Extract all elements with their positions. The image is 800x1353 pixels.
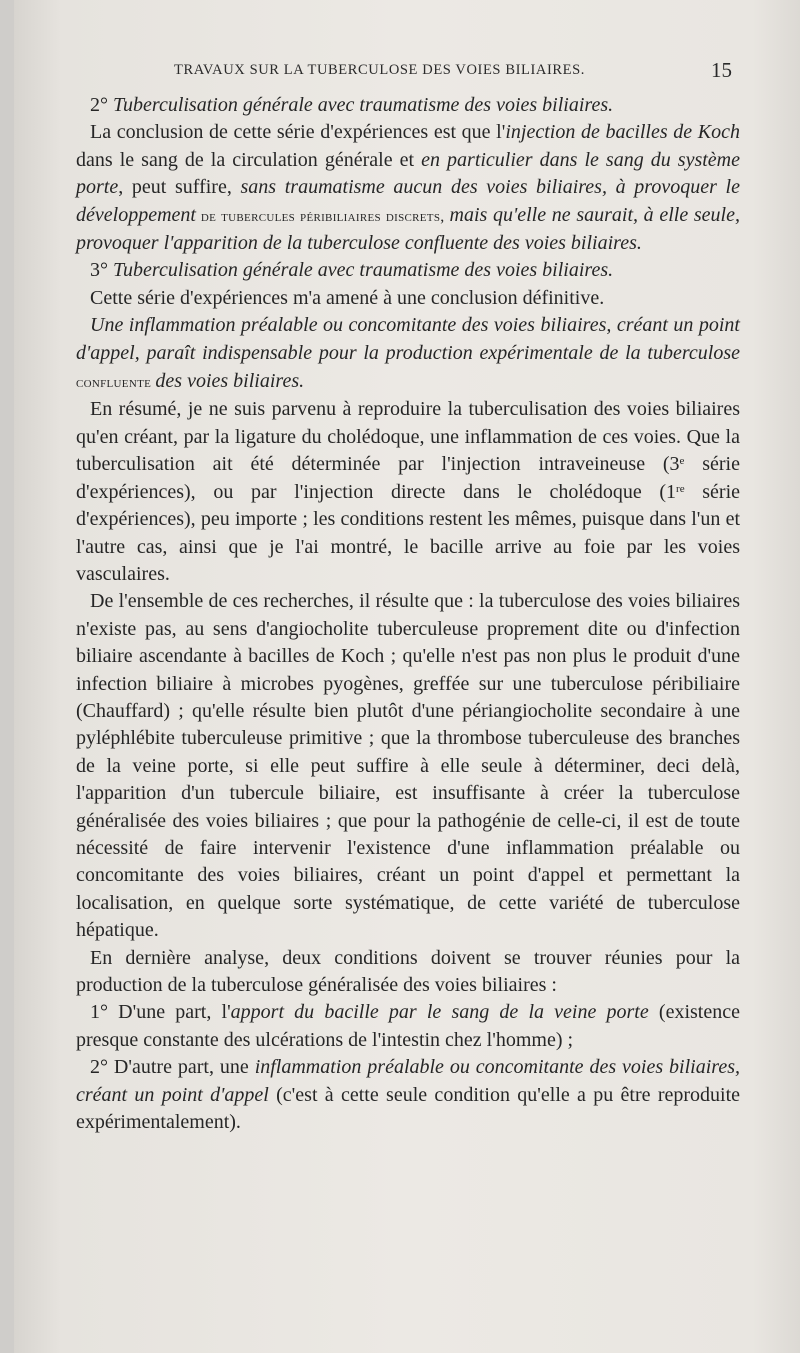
smallcaps-run: de tubercules péribiliaires discrets, (195, 207, 450, 225)
paragraph-heading-2 (76, 92, 740, 119)
italic-run: sans traumatisme aucun des voies biliaires, à provoquer le développement (76, 176, 740, 226)
superscript: e (679, 455, 685, 468)
italic-run: apport du bacille par le sang de la veine porte (230, 1001, 649, 1024)
text-run: La conclusion de cette série d'expériences est que l' (90, 121, 506, 144)
paragraph-analyse: En dernière analyse, deux conditions doivent se trouver réunies pour la production de la tuberculose généralisée des voies biliaires : (76, 946, 740, 996)
text-run: En résumé, je ne suis parvenu à reproduire la tuberculisation des voies biliaires qu'en créant, par la ligature du cholédoque, une inflammation de ces voies. Que la tuberculisation ait été déterminée par l'injection intraveineuse (3 (76, 398, 740, 476)
paragraph-condition-1 (76, 999, 740, 1054)
paragraph-condition-2 (76, 1054, 740, 1136)
italic-run: en particulier dans le sang du système porte (76, 148, 740, 199)
heading-title: Tuberculisation générale avec traumatisme des voies biliaires. (113, 94, 614, 116)
page-header (14, 58, 800, 86)
paragraph-resume (76, 396, 740, 588)
italic-run: des voies biliaires. (155, 370, 305, 393)
text-run: 1° D'une part, l' (90, 1001, 231, 1024)
superscript: re (676, 482, 685, 495)
text-run: (existence presque constante des ulcérations de l'intestin chez l'homme) ; (76, 1001, 740, 1051)
running-title: TRAVAUX SUR LA TUBERCULOSE DES VOIES BILIAIRES. (174, 62, 586, 78)
text-run: , peut suffire, (118, 176, 241, 199)
text-run: (c'est à cette seule condition qu'elle a pu être reproduite expérimentalement). (76, 1083, 741, 1134)
page-number: 15 (711, 58, 732, 82)
heading-number: 3° (90, 259, 113, 282)
body-text (76, 92, 740, 1136)
paragraph-heading-3 (76, 257, 740, 284)
text-run: 2° D'autre part, une (90, 1056, 255, 1079)
paragraph-conclusion-2 (76, 119, 740, 257)
paragraph-series-3: Cette série d'expériences m'a amené à une conclusion définitive. (90, 286, 605, 309)
heading-number: 2° (90, 94, 113, 116)
text-run: série d'expériences), ou par l'injection directe dans le cholédoque (1 (76, 453, 740, 503)
text-run: série d'expériences), peu importe ; les conditions restent les mêmes, puisque dans l'un et l'autre cas, ainsi que je l'ai montré, le bacille arrive au foie par les voies vasculaires. (76, 480, 741, 585)
book-page (14, 0, 800, 1353)
smallcaps-run: confluente (76, 374, 156, 392)
paragraph-ensemble: De l'ensemble de ces recherches, il résulte que : la tuberculose des voies biliaires n'existe pas, au sens d'angiocholite tuberculeuse proprement dite ou d'infection biliaire ascendante à bacilles de Koch ; qu'elle n'est pas non plus le produit d'une infection biliaire à microbes pyogènes, greffée sur une tuberculose péribiliaire (Chauffard) ; qu'elle résulte bien plutôt d'une périangiocholite secondaire à une pyléphlébite tuberculeuse primitive ; que la thrombose tuberculeuse des branches de la veine porte, si elle peut suffire à elle seule à déterminer, deci delà, l'apparition d'un tubercule biliaire, est insuffisante à créer la tuberculose généralisée des voies biliaires ; que pour la pathogénie de celle-ci, il est de toute nécessité de faire intervenir l'existence d'une inflammation préalable ou concomitante des voies biliaires, créant un point d'appel et permettant la localisation, en quelque sorte systématique, de cette variété de tuberculose hépatique. (76, 590, 740, 942)
heading-title: Tuberculisation générale avec traumatisme des voies biliaires. (113, 259, 614, 282)
italic-run: Une inflammation préalable ou concomitante des voies biliaires, créant un point d'appel, paraît indispensable pour la production expérimentale de la tuberculose (76, 314, 740, 364)
italic-run: inflammation préalable ou concomitante des voies biliaires, créant un point d'appel (76, 1056, 740, 1106)
text-run: dans le sang de la circulation générale et (76, 148, 422, 171)
italic-run: injection de bacilles de Koch (505, 121, 740, 144)
paragraph-definitive (76, 312, 740, 396)
italic-run: mais qu'elle ne saurait, à elle seule, provoquer l'apparition de la tuberculose confluente des voies biliaires. (76, 203, 740, 255)
